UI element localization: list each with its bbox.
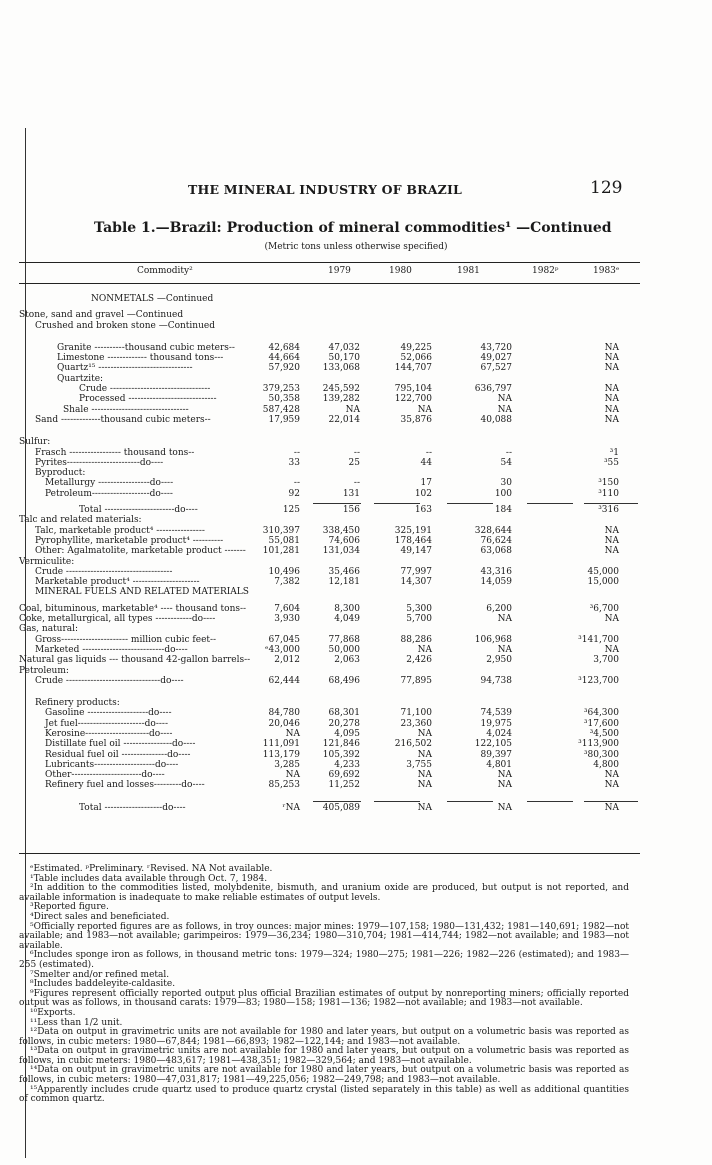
table-row — [19, 468, 640, 478]
table-row — [19, 384, 640, 394]
table-row — [19, 536, 640, 546]
footnote: ¹¹Less than 1/2 unit. — [30, 1017, 123, 1028]
row-label: Sulfur: — [19, 437, 51, 448]
table-top-rule — [19, 262, 640, 263]
cell-1981: 3,755 — [406, 759, 432, 770]
cell-1980: 139,282 — [322, 394, 360, 405]
cell-1983: 45,000 — [587, 566, 619, 577]
table-row — [19, 343, 640, 353]
cell-1979: 42,684 — [268, 342, 300, 353]
row-label: Vermiculite: — [19, 556, 75, 567]
cell-1980: 69,692 — [328, 770, 360, 781]
cell-1982: 100 — [494, 488, 512, 499]
table-row — [19, 394, 640, 404]
cell-1980: 4,095 — [334, 728, 360, 739]
cell-1980: 245,592 — [322, 384, 360, 395]
cell-1982: NA — [497, 802, 512, 813]
row-label: Talc and related materials: — [19, 515, 142, 526]
cell-1982: 67,527 — [480, 363, 512, 374]
cell-1979: -- — [293, 447, 300, 458]
row-spacer — [19, 425, 640, 437]
table-row — [19, 719, 640, 729]
total-rule — [527, 801, 573, 802]
cell-1982: 328,644 — [474, 525, 512, 536]
cell-1979: 3,930 — [274, 614, 300, 625]
row-label: Frasch ----------------- thousand tons-- — [35, 447, 195, 458]
cell-1979: 50,358 — [268, 394, 300, 405]
cell-1982: 106,968 — [474, 634, 512, 645]
cell-1981: 77,997 — [400, 566, 432, 577]
cell-1983: NA — [604, 802, 619, 813]
table-row — [19, 353, 640, 363]
cell-1982: -- — [505, 447, 512, 458]
cell-1981: NA — [417, 404, 432, 415]
page-header — [0, 178, 712, 202]
cell-1981: 23,360 — [400, 718, 432, 729]
cell-1980: 74,606 — [328, 535, 360, 546]
table-row — [19, 374, 640, 384]
cell-1981: 44 — [420, 457, 432, 468]
cell-1983: ³110 — [598, 488, 619, 499]
cell-1982: 49,027 — [480, 353, 512, 364]
cell-1983: ³64,300 — [583, 708, 619, 719]
row-label: Petroleum-------------------do---- — [45, 488, 173, 499]
cell-1983: NA — [604, 353, 619, 364]
table-row — [19, 587, 640, 597]
header-1982: 1982ᵖ — [532, 266, 559, 276]
cell-1979: NA — [285, 728, 300, 739]
total-rule — [447, 801, 493, 802]
cell-1980: 8,300 — [334, 603, 360, 614]
cell-1982: 636,797 — [474, 384, 512, 395]
row-label: Crude --------------------------------- — [79, 384, 211, 395]
cell-1981: 144,707 — [394, 363, 432, 374]
table-row — [19, 655, 640, 665]
footnote: ¹³Data on output in gravimetric units are not available for 1980 and later years, but output on a volumetric basis was reported as follows, in cubic meters: 1980—483,617; 1981—438,351; 1982—329,564; and 1983—not available. — [19, 1046, 629, 1066]
footnote: ¹²Data on output in gravimetric units are not available for 1980 and later years, but output on a volumetric basis was reported as follows, in cubic meters: 1980—67,844; 1981—66,893; 1982—122,144; and 1983—not available. — [19, 1027, 629, 1047]
row-label: Processed ----------------------------- — [79, 394, 217, 405]
cell-1981: NA — [417, 802, 432, 813]
row-label: Byproduct: — [35, 468, 86, 479]
cell-1982: 43,316 — [480, 566, 512, 577]
row-label: Crushed and broken stone —Continued — [35, 320, 215, 331]
table-title: Table 1.—Brazil: Production of mineral commodities¹ —Continued — [94, 220, 612, 236]
cell-1979: 17,959 — [268, 414, 300, 425]
row-label: Pyrites------------------------do---- — [35, 457, 164, 468]
table-row — [19, 458, 640, 468]
footnote: ⁶Includes sponge iron as follows, in thousand metric tons: 1979—324; 1980—275; 1981—226; 1982—226 (estimated); and 1983—255 (estimated). — [19, 950, 629, 970]
table-row — [19, 489, 640, 499]
table-row — [19, 614, 640, 624]
table-row — [19, 405, 640, 415]
footnotes — [19, 865, 629, 1105]
cell-1982: NA — [497, 404, 512, 415]
cell-1982: NA — [497, 614, 512, 625]
row-label: Talc, marketable product⁴ ---------------- — [35, 525, 205, 536]
cell-1980: 68,496 — [328, 675, 360, 686]
cell-1982: 54 — [500, 457, 512, 468]
row-label: Other-----------------------do---- — [45, 770, 165, 781]
footnote: ¹⁴Data on output in gravimetric units are not available for 1980 and later years, but output on a volumetric basis was reported as follows, in cubic meters: 1980—47,031,817; 1981—49,225,056; 1982—249,798; and 1983—not available. — [19, 1065, 629, 1086]
cell-1983: ³113,900 — [578, 739, 619, 750]
cell-1983: ³316 — [598, 505, 619, 516]
cell-1981: NA — [417, 770, 432, 781]
footnote: ⁵Officially reported figures are as follows, in troy ounces: major mines: 1979—107,158; 1980—131,432; 1981—140,691; 1982—not available; and 1983—not available; garimpeiros: 1979—36,234; 1980—310,704; 1981—414,744; 1982—not available; and 1983—not available. — [19, 921, 629, 951]
cell-1980: -- — [353, 478, 360, 489]
cell-1980: 25 — [348, 457, 360, 468]
cell-1983: ³150 — [598, 478, 619, 489]
cell-1982: 184 — [494, 505, 512, 516]
footnote: ⁷Smelter and/or refined metal. — [30, 969, 170, 980]
cell-1979: 7,382 — [274, 577, 300, 588]
cell-1979: 92 — [288, 488, 300, 499]
running-title: THE MINERAL INDUSTRY OF BRAZIL — [188, 182, 463, 197]
table-row — [19, 363, 640, 373]
cell-1983: NA — [604, 342, 619, 353]
cell-1979: 85,253 — [268, 780, 300, 791]
header-bottom-rule — [19, 283, 640, 284]
row-label: Jet fuel----------------------do---- — [45, 718, 168, 729]
row-label: Marketed ---------------------------do---- — [35, 644, 188, 655]
row-label: Coal, bituminous, marketable⁴ ---- thousand tons-- — [19, 603, 247, 614]
cell-1981: 49,147 — [400, 546, 432, 557]
row-label: Sand -------------thousand cubic meters-- — [35, 414, 211, 425]
cell-1982: 43,720 — [480, 342, 512, 353]
cell-1981: 2,426 — [406, 655, 432, 666]
table-row — [19, 437, 640, 447]
cell-1980: 156 — [342, 505, 360, 516]
cell-1982: 63,068 — [480, 546, 512, 557]
cell-1981: 795,104 — [394, 384, 432, 395]
header-1983: 1983ᵉ — [593, 266, 620, 276]
row-label: Other: Agalmatolite, marketable product ------- — [35, 546, 246, 557]
cell-1982: NA — [497, 780, 512, 791]
cell-1981: NA — [417, 644, 432, 655]
cell-1981: -- — [425, 447, 432, 458]
cell-1980: 50,000 — [328, 644, 360, 655]
footnote: ⁸Includes baddeleyite-caldasite. — [30, 979, 176, 990]
footnote: ²In addition to the commodities listed, molybdenite, bismuth, and uranium oxide are produced, but output is not reported, and available information is inadequate to make reliable estimates of output levels. — [19, 883, 629, 903]
cell-1981: 5,700 — [406, 614, 432, 625]
header-1981: 1981 — [457, 266, 480, 276]
cell-1979: 20,046 — [268, 718, 300, 729]
row-spacer — [19, 686, 640, 698]
row-label: Shale -------------------------------- — [63, 404, 189, 415]
cell-1983: 4,800 — [593, 759, 619, 770]
total-rule — [313, 503, 361, 504]
footnote: ¹⁰Exports. — [30, 1007, 76, 1018]
cell-1980: 35,466 — [328, 566, 360, 577]
cell-1982: 14,059 — [480, 577, 512, 588]
total-rule — [584, 801, 638, 802]
table-row — [19, 448, 640, 458]
cell-1981: 102 — [414, 488, 432, 499]
table-row — [19, 624, 640, 634]
cell-1979: 111,091 — [262, 739, 300, 750]
total-rule — [313, 801, 361, 802]
row-label: Limestone ------------- thousand tons--- — [57, 353, 224, 364]
table-row — [19, 760, 640, 770]
cell-1979: 379,253 — [262, 384, 300, 395]
table-row — [19, 750, 640, 760]
cell-1983: NA — [604, 525, 619, 536]
cell-1981: NA — [417, 780, 432, 791]
cell-1980: 50,170 — [328, 353, 360, 364]
row-label: Pyrophyllite, marketable product⁴ ---------- — [35, 535, 224, 546]
cell-1983: ³6,700 — [589, 603, 619, 614]
table-row — [19, 478, 640, 488]
cell-1983: 3,700 — [593, 655, 619, 666]
cell-1979: 33 — [288, 457, 300, 468]
cell-1981: 122,700 — [394, 394, 432, 405]
cell-1980: 405,089 — [322, 802, 360, 813]
table-row — [19, 708, 640, 718]
row-label: Gas, natural: — [19, 624, 79, 635]
cell-1979: 310,397 — [262, 525, 300, 536]
footnote: ¹Table includes data available through Oct. 7, 1984. — [30, 873, 268, 884]
cell-1980: 133,068 — [322, 363, 360, 374]
cell-1980: 4,049 — [334, 614, 360, 625]
table-row — [19, 505, 640, 515]
cell-1980: 338,450 — [322, 525, 360, 536]
cell-1981: 14,307 — [400, 577, 432, 588]
cell-1983: ³1 — [609, 447, 619, 458]
cell-1983: ³141,700 — [578, 634, 619, 645]
cell-1980: 20,278 — [328, 718, 360, 729]
cell-1982: 122,105 — [474, 739, 512, 750]
cell-1983: NA — [604, 404, 619, 415]
row-label: Crude -------------------------------do---- — [35, 675, 184, 686]
cell-1982: 94,738 — [480, 675, 512, 686]
cell-1981: 71,100 — [400, 708, 432, 719]
cell-1983: NA — [604, 363, 619, 374]
table-row — [19, 557, 640, 567]
cell-1979: ᵉ43,000 — [265, 644, 300, 655]
cell-1979: 587,428 — [262, 404, 300, 415]
cell-1981: 35,876 — [400, 414, 432, 425]
header-1980: 1980 — [389, 266, 412, 276]
row-label: Coke, metallurgical, all types ------------do---- — [19, 614, 216, 625]
cell-1982: 4,801 — [486, 759, 512, 770]
cell-1979: NA — [285, 770, 300, 781]
row-label: Stone, sand and gravel —Continued — [19, 310, 184, 321]
cell-1979: 44,664 — [268, 353, 300, 364]
cell-1980: 11,252 — [328, 780, 360, 791]
cell-1982: 89,397 — [480, 749, 512, 760]
page-number: 129 — [590, 178, 623, 198]
cell-1981: 216,502 — [394, 739, 432, 750]
row-label: Marketable product⁴ ---------------------- — [35, 577, 200, 588]
cell-1979: ʳNA — [282, 802, 300, 813]
cell-1983: NA — [604, 394, 619, 405]
row-label: Gasoline --------------------do---- — [45, 708, 172, 719]
row-label: Natural gas liquids --- thousand 42-gallon barrels-- — [19, 655, 251, 666]
cell-1979: 62,444 — [268, 675, 300, 686]
cell-1980: 105,392 — [322, 749, 360, 760]
row-label: Refinery fuel and losses---------do---- — [45, 780, 205, 791]
cell-1980: -- — [353, 447, 360, 458]
cell-1983: ³55 — [603, 457, 619, 468]
row-label: Crude ----------------------------------- — [35, 566, 173, 577]
cell-1980: 47,032 — [328, 342, 360, 353]
cell-1983: ³80,300 — [583, 749, 619, 760]
cell-1980: 131,034 — [322, 546, 360, 557]
cell-1980: 68,301 — [328, 708, 360, 719]
total-rule — [374, 503, 420, 504]
row-label: Refinery products: — [35, 698, 120, 709]
cell-1982: 40,088 — [480, 414, 512, 425]
table-row — [19, 310, 640, 320]
footnote: ⁴Direct sales and beneficiated. — [30, 911, 170, 922]
cell-1983: NA — [604, 614, 619, 625]
cell-1980: 121,846 — [322, 739, 360, 750]
cell-1982: NA — [497, 644, 512, 655]
cell-1981: NA — [417, 749, 432, 760]
total-rule — [584, 503, 638, 504]
table-row — [19, 729, 640, 739]
cell-1981: NA — [417, 728, 432, 739]
cell-1982: NA — [497, 770, 512, 781]
table-row — [19, 770, 640, 780]
table-row — [19, 577, 640, 587]
row-label: Residual fuel oil ---------------do---- — [45, 749, 191, 760]
cell-1979: 10,496 — [268, 566, 300, 577]
cell-1983: ³17,600 — [583, 718, 619, 729]
cell-1982: 4,024 — [486, 728, 512, 739]
cell-1983: NA — [604, 414, 619, 425]
cell-1980: 77,868 — [328, 634, 360, 645]
footnote: ¹⁵Apparently includes crude quartz used to produce quartz crystal (listed separately in this table) as well as additional quantities of common quartz. — [19, 1084, 629, 1105]
table-row — [19, 321, 640, 331]
cell-1979: 57,920 — [268, 363, 300, 374]
cell-1979: 55,081 — [268, 535, 300, 546]
cell-1983: NA — [604, 546, 619, 557]
row-label: Granite ----------thousand cubic meters-- — [57, 342, 235, 353]
footnote: ³Reported figure. — [30, 902, 109, 913]
cell-1981: 325,191 — [394, 525, 432, 536]
cell-1980: 12,181 — [328, 577, 360, 588]
table-row — [19, 645, 640, 655]
footnote: ᵉEstimated. ᵖPreliminary. ʳRevised. NA Not available. — [30, 864, 273, 874]
cell-1983: NA — [604, 644, 619, 655]
cell-1981: 52,066 — [400, 353, 432, 364]
table-row — [19, 526, 640, 536]
cell-1982: 74,539 — [480, 708, 512, 719]
table-row — [19, 803, 640, 813]
cell-1983: NA — [604, 780, 619, 791]
cell-1980: 22,014 — [328, 414, 360, 425]
cell-1981: 49,225 — [400, 342, 432, 353]
cell-1979: -- — [293, 478, 300, 489]
cell-1979: 113,179 — [262, 749, 300, 760]
row-label: NONMETALS —Continued — [91, 294, 214, 304]
header-commodity: Commodity² — [137, 266, 193, 276]
row-spacer — [19, 331, 640, 343]
total-rule — [374, 801, 420, 802]
cell-1983: ³123,700 — [578, 675, 619, 686]
cell-1980: 2,063 — [334, 655, 360, 666]
cell-1982: 76,624 — [480, 535, 512, 546]
cell-1983: NA — [604, 384, 619, 395]
cell-1981: 17 — [420, 478, 432, 489]
cell-1979: 3,285 — [274, 759, 300, 770]
table-row — [19, 666, 640, 676]
cell-1982: 30 — [500, 478, 512, 489]
row-label: MINERAL FUELS AND RELATED MATERIALS — [35, 587, 249, 598]
cell-1981: 88,286 — [400, 634, 432, 645]
cell-1981: 178,464 — [394, 535, 432, 546]
row-label: Quartzite: — [57, 373, 104, 384]
total-rule — [447, 503, 493, 504]
cell-1982: 2,950 — [486, 655, 512, 666]
cell-1981: 163 — [414, 505, 432, 516]
cell-1982: 19,975 — [480, 718, 512, 729]
cell-1983: 15,000 — [587, 577, 619, 588]
cell-1980: 131 — [342, 488, 360, 499]
table-subtitle: (Metric tons unless otherwise specified) — [264, 242, 448, 252]
total-rule — [527, 503, 573, 504]
row-label: Quartz¹⁵ ------------------------------- — [57, 363, 193, 374]
row-label: Total -----------------------do---- — [79, 505, 198, 516]
cell-1979: 125 — [282, 505, 300, 516]
cell-1979: 7,604 — [274, 603, 300, 614]
cell-1980: NA — [345, 404, 360, 415]
table-row — [19, 567, 640, 577]
row-label: Total -------------------do---- — [79, 802, 186, 813]
cell-1983: ³4,500 — [589, 728, 619, 739]
row-label: Petroleum: — [19, 665, 69, 676]
cell-1983: NA — [604, 770, 619, 781]
row-label: Metallurgy -----------------do---- — [45, 478, 174, 489]
cell-1979: 101,281 — [262, 546, 300, 557]
cell-1982: NA — [497, 394, 512, 405]
table-row — [19, 604, 640, 614]
row-label: Gross---------------------- million cubic feet-- — [35, 634, 217, 645]
table-bottom-rule — [19, 853, 640, 854]
row-label: Lubricants--------------------do---- — [45, 759, 179, 770]
footnote: ⁹Figures represent officially reported output plus official Brazilian estimates of output by nonreporting miners; officially reported output was as follows, in thousand carats: 1979—83; 1980—158; 1981—136; 1982—not available; and 1983—not available. — [19, 988, 629, 1009]
header-1979: 1979 — [328, 266, 351, 276]
cell-1983: NA — [604, 535, 619, 546]
cell-1979: 84,780 — [268, 708, 300, 719]
row-label: Distillate fuel oil ----------------do---- — [45, 739, 196, 750]
commodity-table — [19, 294, 640, 813]
table-row — [19, 739, 640, 749]
table-row — [19, 546, 640, 556]
table-row — [19, 515, 640, 525]
cell-1982: 6,200 — [486, 603, 512, 614]
table-row — [19, 294, 640, 304]
cell-1981: 5,300 — [406, 603, 432, 614]
cell-1979: 67,045 — [268, 634, 300, 645]
table-row — [19, 415, 640, 425]
table-row — [19, 780, 640, 790]
row-label: Kerosine---------------------do---- — [45, 728, 173, 739]
table-row — [19, 676, 640, 686]
table-row — [19, 635, 640, 645]
cell-1981: 77,895 — [400, 675, 432, 686]
cell-1979: 2,012 — [274, 655, 300, 666]
cell-1980: 4,233 — [334, 759, 360, 770]
table-row — [19, 698, 640, 708]
